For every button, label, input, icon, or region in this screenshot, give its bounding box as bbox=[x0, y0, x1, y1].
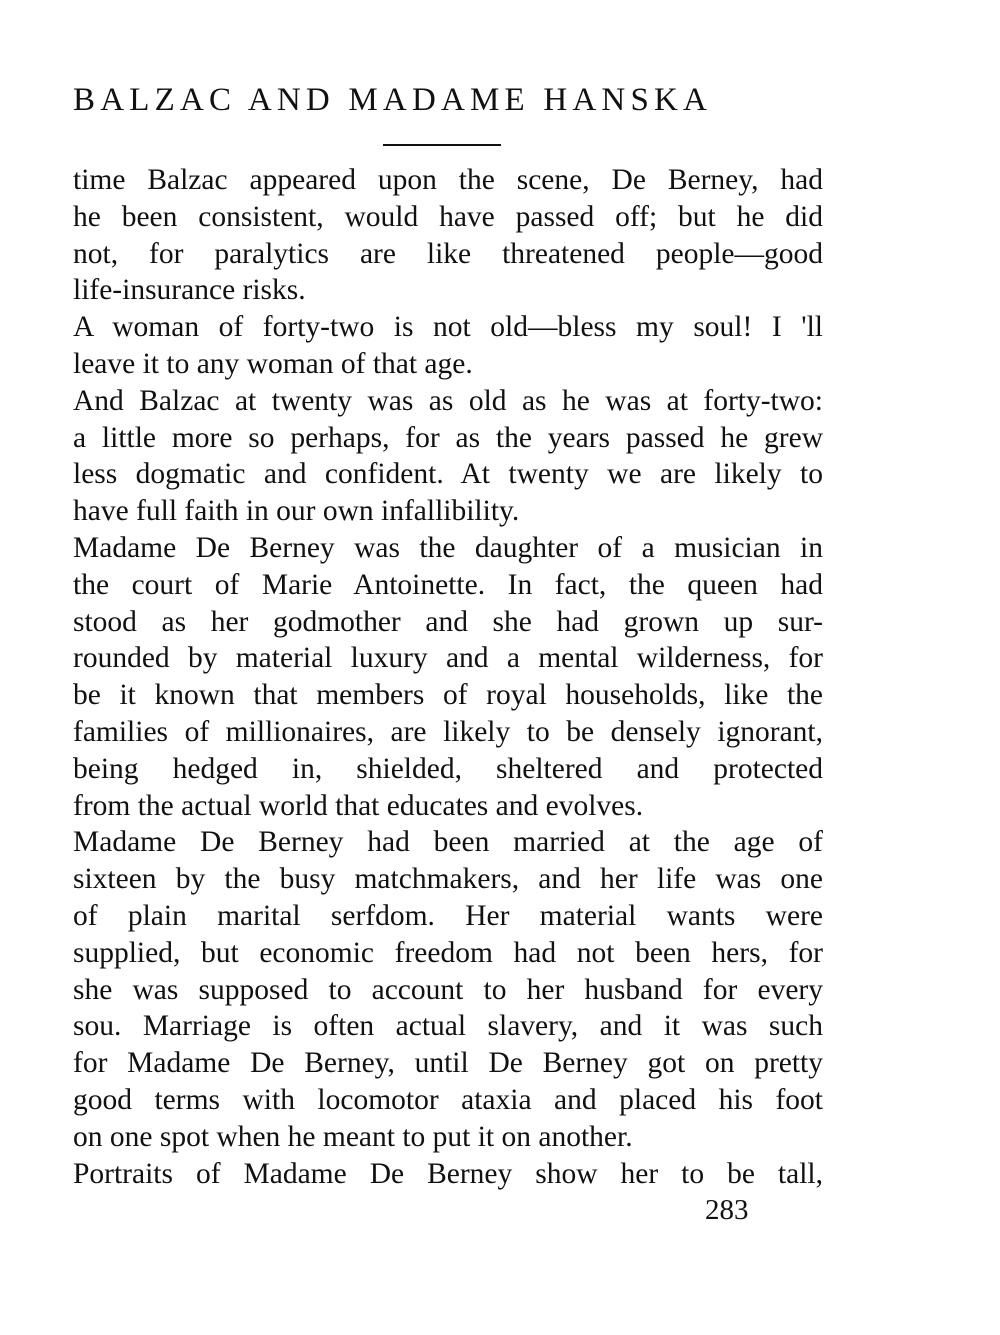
text-line: stood as her godmother and she had grown up sur- bbox=[73, 605, 823, 638]
text-line: not, for paralytics are like threatened people—good bbox=[73, 237, 823, 270]
text-line: less dogmatic and confident. At twenty we are likely to bbox=[73, 458, 823, 491]
paragraph bbox=[73, 824, 823, 1155]
text-line: he been consistent, would have passed off; but he did bbox=[73, 200, 823, 233]
text-line: families of millionaires, are likely to be densely ignorant, bbox=[73, 715, 823, 748]
text-line: time Balzac appeared upon the scene, De Berney, had bbox=[73, 164, 823, 196]
header-rule bbox=[383, 144, 501, 146]
paragraph bbox=[73, 530, 823, 824]
paragraph bbox=[73, 162, 823, 309]
text-line: for Madame De Berney, until De Berney got on pretty bbox=[73, 1047, 823, 1080]
text-line: Portraits of Madame De Berney show her to be tall, bbox=[73, 1157, 823, 1190]
text-line: on one spot when he meant to put it on another. bbox=[73, 1120, 633, 1153]
text-line: life-insurance risks. bbox=[73, 274, 306, 307]
text-line: Madame De Berney had been married at the age of bbox=[73, 826, 823, 859]
running-header: BALZAC AND MADAME HANSKA bbox=[73, 82, 713, 118]
page-number: 283 bbox=[705, 1194, 749, 1226]
text-line: And Balzac at twenty was as old as he was at forty-two: bbox=[73, 384, 823, 417]
text-line: from the actual world that educates and evolves. bbox=[73, 789, 644, 822]
text-line: she was supposed to account to her husband for every bbox=[73, 973, 823, 1006]
body-text bbox=[73, 162, 823, 1192]
text-line: the court of Marie Antoinette. In fact, the queen had bbox=[73, 568, 823, 601]
text-line: leave it to any woman of that age. bbox=[73, 347, 473, 380]
text-line: sixteen by the busy matchmakers, and her life was one bbox=[73, 863, 823, 896]
paragraph bbox=[73, 383, 823, 530]
paragraph bbox=[73, 309, 823, 383]
text-line: be it known that members of royal households, like the bbox=[73, 679, 823, 712]
text-line: rounded by material luxury and a mental wilderness, for bbox=[73, 642, 823, 675]
text-line: Madame De Berney was the daughter of a musician in bbox=[73, 531, 823, 564]
text-line: of plain marital serfdom. Her material wants were bbox=[73, 899, 823, 932]
text-line: supplied, but economic freedom had not been hers, for bbox=[73, 936, 823, 969]
paragraph bbox=[73, 1156, 823, 1193]
text-line: good terms with locomotor ataxia and placed his foot bbox=[73, 1083, 823, 1116]
text-line: A woman of forty-two is not old—bless my soul! I 'll bbox=[73, 311, 823, 344]
text-line: sou. Marriage is often actual slavery, and it was such bbox=[73, 1010, 823, 1043]
text-line: have full faith in our own infallibility. bbox=[73, 495, 520, 528]
text-line: being hedged in, shielded, sheltered and protected bbox=[73, 752, 823, 785]
text-line: a little more so perhaps, for as the years passed he grew bbox=[73, 421, 823, 454]
